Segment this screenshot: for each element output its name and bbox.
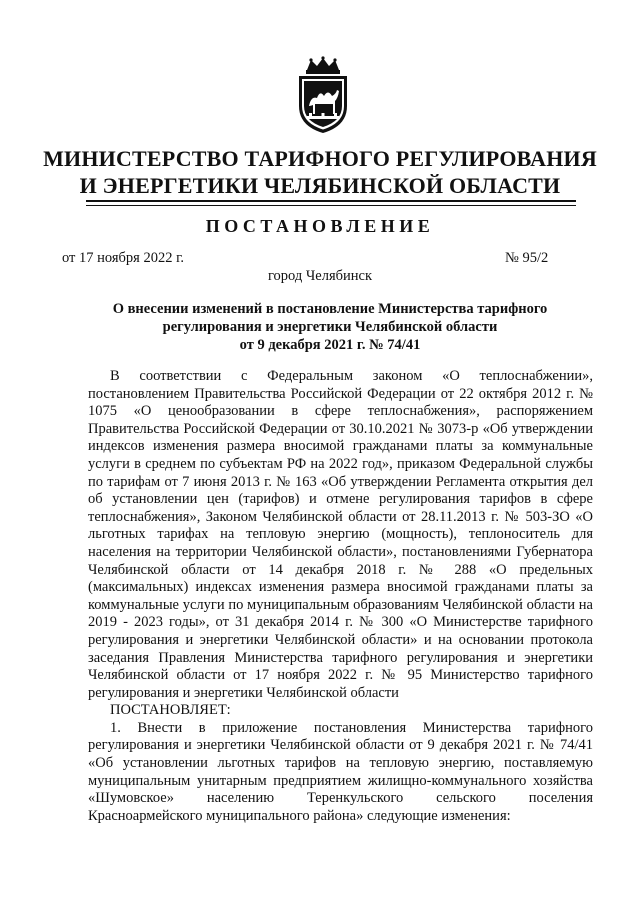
body-paragraph-2: 1. Внести в приложение постановления Министерства тарифного регулирования и энергетики Челябинской области от 9 декабря 2021 г. № 74/41 «Об установлении льготных тарифов на тепловую энергию, поставляемую муниципальным унитарным предприятием жилищно-коммунального хозяйства «Шумовское» населению Теренкульского сельского поселения Красноармейского муниципального района» следующие изменения: bbox=[88, 719, 593, 824]
ministry-name-line2: И ЭНЕРГЕТИКИ ЧЕЛЯБИНСКОЙ ОБЛАСТИ bbox=[79, 173, 561, 198]
body-paragraph-1: В соответствии с Федеральным законом «О теплоснабжении», постановлением Правительства Российской Федерации от 22 октября 2012 г. № 1075 «О ценообразовании в сфере теплоснабжения», распоряжением Правительства Российской Федерации от 30.10.2021 № 3073-р «Об утверждении индексов изменения размера вносимой гражданами платы за коммунальные услуги в среднем по субъектам РФ на 2022 год», приказом Федеральной службы по тарифам от 7 июня 2013 г. № 163 «Об утверждении Регламента открытия дел об установлении цен (тарифов) и отмене регулирования тарифов в сфере теплоснабжения», Законом Челябинской области от 28.11.2013 г. № 503-ЗО «О льготных тарифах на тепловую энергию (мощность), теплоноситель для населения на территории Челябинской области», постановлениями Губернатора Челябинской области от 14 декабря 2018 г. № 288 «О предельных (максимальных) индексах изменения размера вносимой гражданами платы за коммунальные услуги по муниципальным образованиям Челябинской области на 2019 - 2023 годы», от 31 декабря 2014 г. № 300 «О Министерстве тарифного регулирования и энергетики Челябинской области» и на основании протокола заседания Правления Министерства тарифного регулирования и энергетики Челябинской области от 17 ноября 2022 г. № 95 Министерство тарифного регулирования и энергетики Челябинской области bbox=[88, 368, 593, 701]
resolves-heading: ПОСТАНОВЛЯЕТ: bbox=[110, 702, 231, 719]
decree-city: город Челябинск bbox=[267, 268, 373, 284]
subject-line3: от 9 декабря 2021 г. № 74/41 bbox=[239, 337, 421, 353]
coat-of-arms-icon bbox=[293, 56, 353, 134]
ministry-name-line1: МИНИСТЕРСТВО ТАРИФНОГО РЕГУЛИРОВАНИЯ bbox=[43, 146, 597, 171]
subject-line2: регулирования и энергетики Челябинской области bbox=[162, 319, 498, 335]
decree-subject bbox=[80, 300, 580, 354]
subject-line1: О внесении изменений в постановление Министерства тарифного bbox=[112, 301, 548, 317]
decree-date: от 17 ноября 2022 г. bbox=[62, 250, 185, 266]
header-divider-thin bbox=[86, 205, 576, 206]
decree-title: ПОСТАНОВЛЕНИЕ bbox=[205, 216, 435, 236]
header-divider-thick bbox=[86, 200, 576, 202]
decree-body bbox=[88, 368, 593, 825]
decree-number: № 95/2 bbox=[505, 250, 549, 266]
ministry-name bbox=[40, 145, 600, 199]
